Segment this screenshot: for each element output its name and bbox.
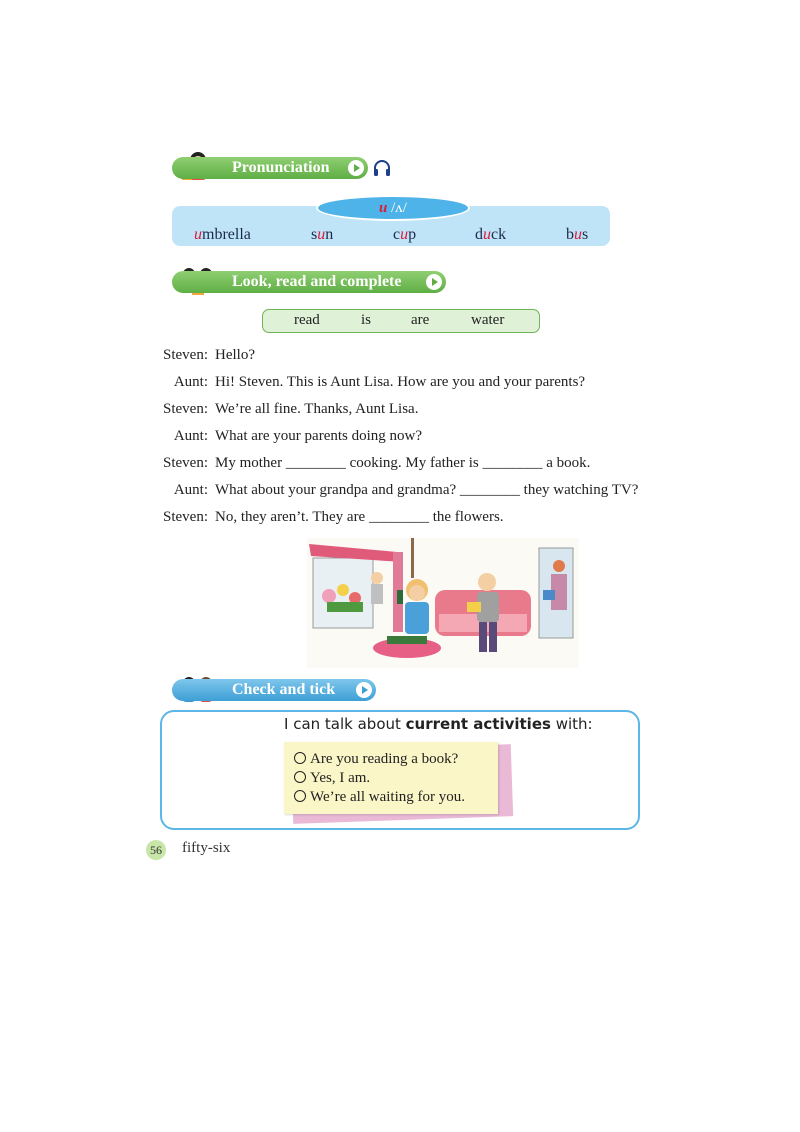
pronunciation-word: cup — [393, 226, 417, 243]
dialogue-line: Hello? — [215, 347, 255, 363]
dialogue-line: We’re all fine. Thanks, Aunt Lisa. — [215, 401, 419, 417]
family-scene-illustration — [307, 538, 579, 668]
check-option: We’re all waiting for you. — [294, 789, 465, 806]
radio-circle-icon[interactable] — [294, 790, 306, 802]
pronunciation-word: duck — [475, 226, 507, 243]
dialogue-speaker: Steven: — [163, 455, 208, 471]
play-icon[interactable] — [426, 274, 442, 290]
section-title-pronunciation: Pronunciation — [232, 159, 330, 176]
word-bank-item: water — [471, 312, 505, 328]
dialogue-speaker: Aunt: — [173, 482, 208, 498]
dialogue-speaker: Steven: — [163, 509, 208, 525]
word-bank-item: read — [294, 312, 320, 328]
dialogue-line: What about your grandpa and grandma? ________ they watching TV? — [215, 482, 639, 498]
section-banner-look-read — [172, 271, 446, 293]
check-intro: I can talk about current activities with: — [284, 715, 593, 733]
check-option: Yes, I am. — [294, 770, 370, 787]
page-number-word: fifty-six — [182, 840, 231, 856]
sound-pill — [316, 195, 470, 221]
section-title-check: Check and tick — [232, 681, 336, 698]
pronunciation-word: umbrella — [194, 226, 251, 243]
page-number: 56 — [146, 840, 166, 860]
sound-letter: u — [379, 200, 388, 216]
radio-circle-icon[interactable] — [294, 752, 306, 764]
section-title-look-read: Look, read and complete — [232, 273, 402, 290]
pronunciation-word: bus — [566, 226, 589, 243]
radio-circle-icon[interactable] — [294, 771, 306, 783]
pronunciation-word: sun — [311, 226, 334, 243]
play-icon[interactable] — [356, 682, 372, 698]
dialogue-line: Hi! Steven. This is Aunt Lisa. How are you and your parents? — [215, 374, 586, 390]
section-banner-check — [172, 679, 376, 701]
dialogue-speaker: Steven: — [163, 347, 208, 363]
headphones-icon[interactable] — [372, 158, 392, 183]
dialogue-line: No, they aren’t. They are ________ the flowers. — [215, 509, 504, 525]
play-icon[interactable] — [348, 160, 364, 176]
section-banner-pronunciation — [172, 157, 368, 179]
dialogue-line: My mother ________ cooking. My father is ________ a book. — [215, 455, 591, 471]
check-option: Are you reading a book? — [294, 751, 458, 768]
dialogue-speaker: Aunt: — [173, 374, 208, 390]
dialogue-speaker: Aunt: — [173, 428, 208, 444]
dialogue-line: What are your parents doing now? — [215, 428, 423, 444]
word-bank-item: are — [411, 312, 430, 328]
word-bank-item: is — [361, 312, 372, 328]
dialogue-speaker: Steven: — [163, 401, 208, 417]
sound-ipa: /ʌ/ — [391, 200, 407, 216]
